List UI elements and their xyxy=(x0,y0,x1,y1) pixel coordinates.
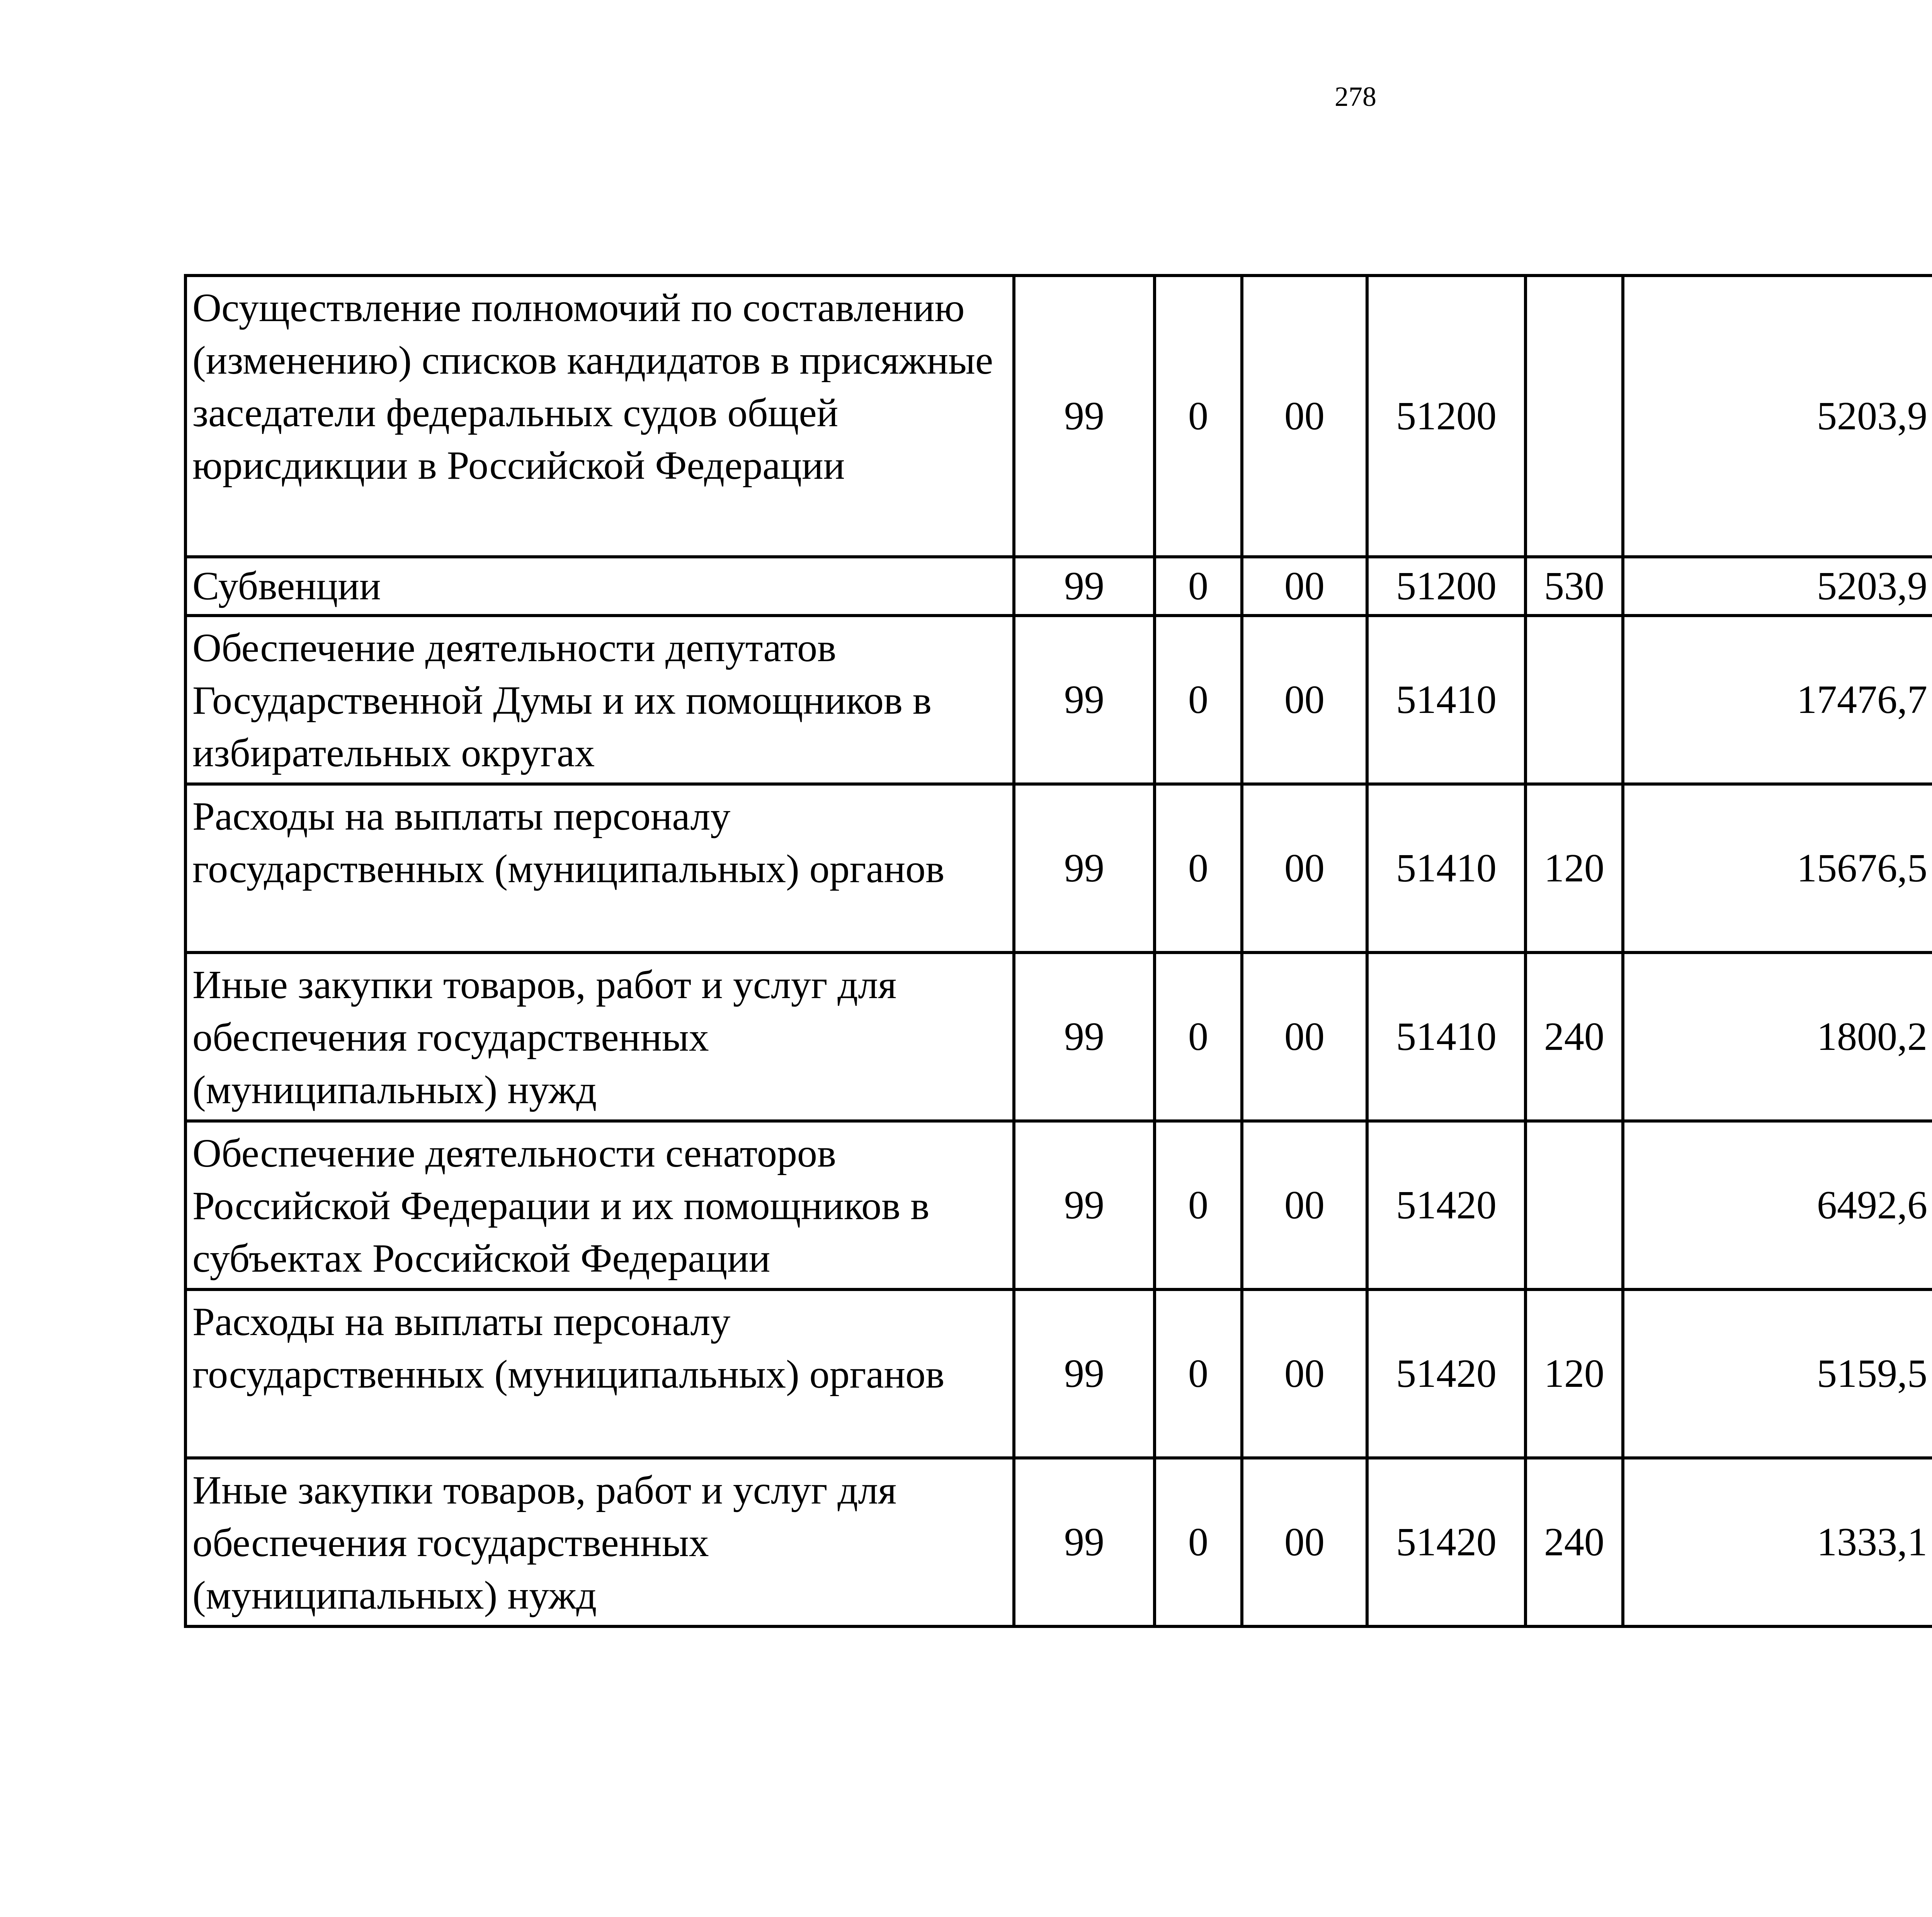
code-event: 00 xyxy=(1242,1458,1367,1626)
row-name: Обеспечение деятельности депутатов Государственной Думы и их помощников в избирательных округах xyxy=(185,616,1014,784)
code-expense-type xyxy=(1526,276,1623,557)
table-row xyxy=(185,1121,1932,1289)
code-direction: 51410 xyxy=(1367,953,1526,1121)
table-row xyxy=(185,1458,1932,1626)
amount-1: 5203,9 xyxy=(1623,557,1932,616)
code-event: 00 xyxy=(1242,616,1367,784)
row-name: Субвенции xyxy=(185,557,1014,616)
amount-1: 5159,5 xyxy=(1623,1289,1932,1458)
code-program: 99 xyxy=(1014,1458,1155,1626)
code-direction: 51200 xyxy=(1367,276,1526,557)
code-expense-type: 240 xyxy=(1526,953,1623,1121)
code-direction: 51420 xyxy=(1367,1121,1526,1289)
amount-1: 1800,2 xyxy=(1623,953,1932,1121)
code-expense-type: 530 xyxy=(1526,557,1623,616)
code-subprogram: 0 xyxy=(1155,557,1242,616)
row-name: Расходы на выплаты персоналу государственных (муниципальных) органов xyxy=(185,784,1014,953)
code-subprogram: 0 xyxy=(1155,1121,1242,1289)
code-direction: 51410 xyxy=(1367,616,1526,784)
code-subprogram: 0 xyxy=(1155,784,1242,953)
amount-1: 1333,1 xyxy=(1623,1458,1932,1626)
amount-1: 6492,6 xyxy=(1623,1121,1932,1289)
code-program: 99 xyxy=(1014,1289,1155,1458)
code-subprogram: 0 xyxy=(1155,1289,1242,1458)
code-expense-type xyxy=(1526,616,1623,784)
table-row xyxy=(185,953,1932,1121)
code-program: 99 xyxy=(1014,557,1155,616)
code-subprogram: 0 xyxy=(1155,616,1242,784)
amount-1: 15676,5 xyxy=(1623,784,1932,953)
page-number: 278 xyxy=(1335,81,1376,112)
code-event: 00 xyxy=(1242,953,1367,1121)
amount-1: 17476,7 xyxy=(1623,616,1932,784)
code-event: 00 xyxy=(1242,784,1367,953)
code-direction: 51200 xyxy=(1367,557,1526,616)
code-event: 00 xyxy=(1242,557,1367,616)
code-program: 99 xyxy=(1014,953,1155,1121)
code-program: 99 xyxy=(1014,616,1155,784)
row-name: Расходы на выплаты персоналу государственных (муниципальных) органов xyxy=(185,1289,1014,1458)
code-event: 00 xyxy=(1242,276,1367,557)
amount-1: 5203,9 xyxy=(1623,276,1932,557)
row-name: Иные закупки товаров, работ и услуг для обеспечения государственных (муниципальных) нужд xyxy=(185,953,1014,1121)
code-subprogram: 0 xyxy=(1155,1458,1242,1626)
table-row xyxy=(185,616,1932,784)
row-name: Иные закупки товаров, работ и услуг для обеспечения государственных (муниципальных) нужд xyxy=(185,1458,1014,1626)
code-expense-type: 240 xyxy=(1526,1458,1623,1626)
table-row xyxy=(185,557,1932,616)
code-expense-type: 120 xyxy=(1526,1289,1623,1458)
code-direction: 51420 xyxy=(1367,1289,1526,1458)
code-event: 00 xyxy=(1242,1121,1367,1289)
code-expense-type xyxy=(1526,1121,1623,1289)
code-program: 99 xyxy=(1014,276,1155,557)
row-name: Осуществление полномочий по составлению (изменению) списков кандидатов в присяжные заседатели федеральных судов общей юрисдикции в Российской Федерации xyxy=(185,276,1014,557)
code-program: 99 xyxy=(1014,784,1155,953)
code-direction: 51410 xyxy=(1367,784,1526,953)
table-row xyxy=(185,784,1932,953)
budget-table xyxy=(184,274,1932,1628)
code-expense-type: 120 xyxy=(1526,784,1623,953)
code-subprogram: 0 xyxy=(1155,953,1242,1121)
code-direction: 51420 xyxy=(1367,1458,1526,1626)
table-row xyxy=(185,276,1932,557)
row-name: Обеспечение деятельности сенаторов Российской Федерации и их помощников в субъектах Российской Федерации xyxy=(185,1121,1014,1289)
code-program: 99 xyxy=(1014,1121,1155,1289)
code-subprogram: 0 xyxy=(1155,276,1242,557)
code-event: 00 xyxy=(1242,1289,1367,1458)
table-row xyxy=(185,1289,1932,1458)
